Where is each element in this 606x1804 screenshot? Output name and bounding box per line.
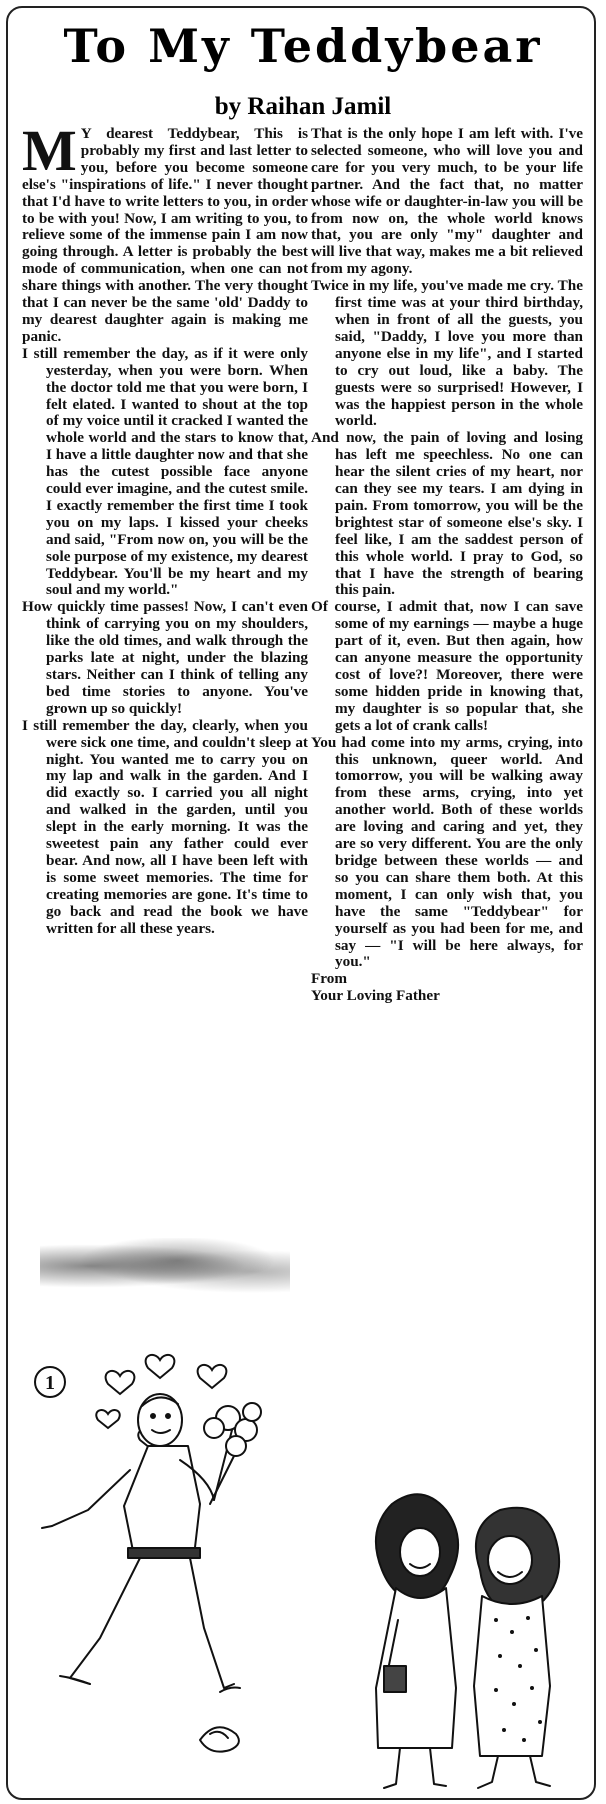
panel-number: 1	[45, 1372, 55, 1394]
drop-cap: M	[22, 118, 77, 183]
heart-icon	[96, 1410, 119, 1428]
heart-icon	[146, 1355, 175, 1378]
stone	[200, 1727, 239, 1751]
right-column	[311, 126, 583, 1005]
body-paragraph: That is the only hope I am left with. I've selected someone, who will love you and care for you very much, to be your life partner. And the fact that, no matter whose wife or daughter-in-law you will be from now on, the whole world knows that, you are only "my" daughter and will live that way, makes me a bit relieved from my agony.	[311, 125, 583, 278]
heart-icon	[106, 1371, 135, 1394]
body-paragraph: I still remember the day, as if it were only yesterday, when you were born. When the doctor told me that you were born, I felt elated. I wanted to shout at the top of my voice until it cracked I wanted the whole world and the stars to know that, I have a little daughter now and that she has the cutest possible face anyone could ever imagine, and the cutest smile. I exactly remember the first time I took you on my laps. I kissed your cheeks and said, "From now on, you will be the sole purpose of my existence, my dearest Teddybear. You'll be my heart and my soul and my world."	[22, 344, 308, 599]
opening-paragraph-text: Y dearest Teddybear, This is probably my first and last letter to you, before you become someone else's "inspirations of life." I never thought that I'd have to write letters to you, in order to be with you! Now, I am writing to you, to relieve some of the immense pain I am now going through. A letter is probably the best mode of communication, when one can not share things with another. The very thought that I can never be the same 'old' Daddy to my dearest daughter again is making me panic.	[22, 125, 308, 345]
body-paragraph: Of course, I admit that, now I can save some of my earnings — maybe a huge part of it, even. But then again, how can anyone measure the opportunity cost of love?! Moreover, there were some hidden pride in knowing that, my daughter is so popular that, she gets a lot of crank calls!	[311, 598, 583, 734]
panel-number-badge	[35, 1367, 65, 1397]
body-paragraph: And now, the pain of loving and losing has left me speechless. No one can hear the silent cries of my heart, nor can they see my tears. I am dying in pain. From tomorrow, you will be the brightest star of someone else's sky. I feel like, I am the saddest person of this whole world. I pray to God, so that I have the strength of bearing this pain.	[311, 429, 583, 599]
man-with-flowers-figure	[42, 1394, 261, 1752]
signoff-from: From	[311, 970, 347, 988]
left-column	[22, 118, 308, 938]
two-women-figures	[376, 1494, 559, 1788]
body-paragraph: Twice in my life, you've made me cry. The first time was at your third birthday, when in front of all the guests, you said, "Daddy, I love you more than anyone else in my life", and I started to cry out loud, like a baby. The guests were so surprised! However, I was the happiest person in the whole world.	[311, 277, 583, 430]
signoff-name: Your Loving Father	[311, 987, 440, 1005]
cartoon-illustration	[0, 1320, 606, 1790]
article-title: To My Teddybear	[63, 19, 543, 73]
opening-paragraph	[22, 118, 308, 346]
body-paragraph: I still remember the day, clearly, when you were sick one time, and couldn't sleep at night. You wanted me to carry you on my lap and walk in the garden. And I did exactly so. I carried you all night and walked in the garden, until you slept in the early morning. It was the sweetest pain any father could ever bear. And now, all I have been left with is some sweet memories. The time for creating memories are gone. It's time to go back and read the book we have written for all these years.	[22, 716, 308, 937]
body-paragraph: You had come into my arms, crying, into this unknown, queer world. And tomorrow, you will be walking away from these arms, crying, into yet another world. Both of these worlds are loving and caring and yet, they are so very different. You are the only bridge between these worlds — and so you can share them both. At this moment, I can only wish that, you have the same "Teddybear" for yourself as you had been for me, and say — "I will be here always, for you."	[311, 733, 583, 971]
article-byline: by Raihan Jamil	[214, 93, 392, 120]
body-paragraph: How quickly time passes! Now, I can't even think of carrying you on my shoulders, like the old times, and walk through the parks late at night, under the blazing stars. Neither can I think of telling any bed time stories to anyone. You've grown up so quickly!	[22, 598, 308, 717]
heart-icon	[198, 1365, 227, 1388]
flower-bouquet	[204, 1403, 261, 1504]
